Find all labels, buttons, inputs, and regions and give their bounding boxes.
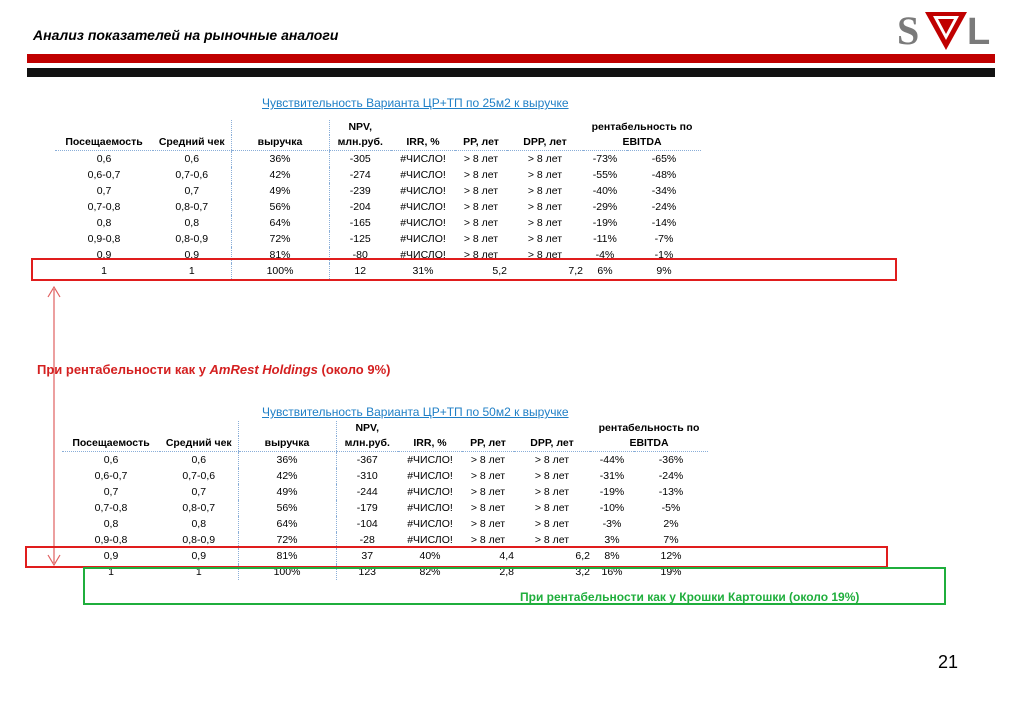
cell-attendance: 0,9: [103, 550, 119, 562]
cell-dpp: > 8 лет: [527, 169, 563, 181]
cell-avg-check: 0,6: [184, 153, 200, 165]
table-row: [55, 231, 701, 247]
cell-ebitda-a: -31%: [599, 470, 625, 482]
cell-ebitda-b: -24%: [658, 470, 684, 482]
header-npv-bottom: млн.руб.: [329, 135, 391, 151]
cell-ebitda-b: -1%: [654, 249, 674, 261]
header-irr: IRR, %: [398, 436, 462, 452]
header-npv-top: NPV,: [329, 120, 391, 135]
cell-dpp: > 8 лет: [534, 454, 570, 466]
table-row: [55, 215, 701, 231]
cell-ebitda-b: 9%: [656, 265, 672, 277]
cell-npv: -80: [329, 247, 391, 263]
header-attendance: Посещаемость: [55, 135, 153, 151]
header-npv-top: NPV,: [336, 421, 398, 436]
header-pp: PP, лет: [462, 436, 514, 452]
cell-pp: > 8 лет: [470, 502, 506, 514]
table-row: [62, 516, 708, 532]
cell-revenue: 49%: [238, 484, 336, 500]
cell-ebitda-a: -44%: [599, 454, 625, 466]
cell-ebitda-a: 6%: [597, 265, 613, 277]
cell-revenue: 42%: [238, 468, 336, 484]
cell-npv: 37: [336, 548, 398, 564]
double-arrow-icon: [44, 285, 64, 567]
cell-attendance: 0,9-0,8: [94, 534, 128, 546]
table-row: [55, 151, 701, 168]
cell-ebitda-b: -13%: [658, 486, 684, 498]
cell-pp: 5,2: [492, 265, 507, 277]
cell-attendance: 0,8: [96, 217, 112, 229]
cell-ebitda-b: -34%: [651, 185, 677, 197]
cell-npv: -204: [329, 199, 391, 215]
cell-ebitda-a: -19%: [599, 486, 625, 498]
table-row: [55, 183, 701, 199]
cell-dpp: 7,2: [568, 265, 583, 277]
header-ebitda-bottom: EBITDA: [583, 135, 701, 151]
cell-avg-check: 1: [195, 566, 202, 578]
cell-npv: -305: [329, 151, 391, 168]
cell-irr: #ЧИСЛО!: [400, 185, 446, 197]
cell-ebitda-b: -65%: [651, 153, 677, 165]
cell-pp: > 8 лет: [463, 201, 499, 213]
table1-title: Чувствительность Варианта ЦР+ТП по 25м2 к выручке: [262, 96, 569, 110]
cell-revenue: 72%: [231, 231, 329, 247]
cell-attendance: 0,7-0,8: [87, 201, 121, 213]
cell-irr: #ЧИСЛО!: [400, 249, 446, 261]
cell-ebitda-b: -5%: [661, 502, 681, 514]
cell-avg-check: 0,8: [184, 217, 200, 229]
cell-npv: -274: [329, 167, 391, 183]
header-avg-check: Средний чек: [153, 135, 231, 151]
cell-pp: > 8 лет: [463, 249, 499, 261]
cell-dpp: > 8 лет: [527, 249, 563, 261]
cell-npv: -28: [336, 532, 398, 548]
cell-ebitda-a: -4%: [595, 249, 615, 261]
cell-revenue: 81%: [238, 548, 336, 564]
cell-npv: -165: [329, 215, 391, 231]
cell-avg-check: 0,7: [191, 486, 207, 498]
cell-revenue: 64%: [238, 516, 336, 532]
cell-revenue: 100%: [231, 263, 329, 279]
cell-attendance: 1: [108, 566, 114, 578]
header-dpp: DPP, лет: [514, 436, 590, 452]
cell-pp: > 8 лет: [463, 217, 499, 229]
cell-npv: -179: [336, 500, 398, 516]
cell-npv: -125: [329, 231, 391, 247]
header-pp: PP, лет: [455, 135, 507, 151]
cell-ebitda-b: 2%: [663, 518, 679, 530]
cell-avg-check: 0,8-0,9: [175, 233, 209, 245]
cell-attendance: 1: [101, 265, 107, 277]
cell-npv: 12: [329, 263, 391, 279]
cell-dpp: > 8 лет: [527, 201, 563, 213]
cell-attendance: 0,6: [103, 454, 119, 466]
cell-attendance: 0,8: [103, 518, 119, 530]
table-row: [62, 452, 708, 469]
cell-ebitda-b: 19%: [660, 566, 682, 578]
cell-dpp: > 8 лет: [534, 534, 570, 546]
cell-attendance: 0,7: [96, 185, 112, 197]
highlight-row-ebitda-9: [31, 258, 897, 281]
table-row: [62, 500, 708, 516]
table-row: [62, 468, 708, 484]
header-attendance: Посещаемость: [62, 436, 160, 452]
cell-revenue: 81%: [231, 247, 329, 263]
cell-irr: #ЧИСЛО!: [407, 454, 453, 466]
cell-irr: 40%: [419, 550, 441, 562]
note-amrest: При рентабельности как у AmRest Holdings (около 9%): [37, 362, 391, 377]
cell-pp: > 8 лет: [463, 233, 499, 245]
cell-attendance: 0,6-0,7: [94, 470, 128, 482]
cell-irr: #ЧИСЛО!: [407, 470, 453, 482]
cell-revenue: 56%: [238, 500, 336, 516]
cell-pp: > 8 лет: [470, 486, 506, 498]
cell-ebitda-a: -10%: [599, 502, 625, 514]
cell-npv: -239: [329, 183, 391, 199]
cell-revenue: 36%: [238, 452, 336, 469]
header-npv-bottom: млн.руб.: [336, 436, 398, 452]
cell-attendance: 0,9-0,8: [87, 233, 121, 245]
cell-irr: 31%: [412, 265, 434, 277]
cell-dpp: > 8 лет: [534, 486, 570, 498]
cell-ebitda-b: -36%: [658, 454, 684, 466]
cell-dpp: > 8 лет: [534, 518, 570, 530]
cell-npv: 123: [336, 564, 398, 580]
header-revenue: выручка: [231, 135, 329, 151]
cell-npv: -367: [336, 452, 398, 469]
header-ebitda-top: рентабельность по: [591, 121, 693, 133]
cell-dpp: > 8 лет: [527, 233, 563, 245]
slide-title: Анализ показателей на рыночные аналоги: [33, 27, 339, 43]
header-black-bar: [27, 68, 995, 77]
cell-pp: > 8 лет: [470, 470, 506, 482]
cell-ebitda-b: -14%: [651, 217, 677, 229]
cell-avg-check: 0,7: [184, 185, 200, 197]
cell-attendance: 0,7-0,8: [94, 502, 128, 514]
cell-ebitda-b: 12%: [660, 550, 682, 562]
cell-ebitda-a: -19%: [592, 217, 618, 229]
cell-pp: > 8 лет: [463, 169, 499, 181]
cell-irr: #ЧИСЛО!: [400, 153, 446, 165]
cell-ebitda-a: -11%: [593, 233, 617, 245]
cell-ebitda-b: -48%: [651, 169, 677, 181]
cell-dpp: 3,2: [575, 566, 590, 578]
cell-revenue: 56%: [231, 199, 329, 215]
cell-avg-check: 0,8-0,7: [182, 502, 216, 514]
cell-irr: #ЧИСЛО!: [407, 486, 453, 498]
cell-dpp: > 8 лет: [534, 470, 570, 482]
cell-revenue: 36%: [231, 151, 329, 168]
cell-pp: > 8 лет: [470, 518, 506, 530]
cell-irr: #ЧИСЛО!: [400, 169, 446, 181]
cell-avg-check: 0,8: [191, 518, 207, 530]
cell-npv: -244: [336, 484, 398, 500]
cell-pp: 2,8: [499, 566, 514, 578]
cell-pp: 4,4: [499, 550, 514, 562]
cell-irr: #ЧИСЛО!: [400, 233, 446, 245]
cell-ebitda-a: -3%: [602, 518, 622, 530]
header-ebitda-bottom: EBITDA: [590, 436, 708, 452]
header-dpp: DPP, лет: [507, 135, 583, 151]
cell-attendance: 0,7: [103, 486, 119, 498]
cell-ebitda-b: 7%: [663, 534, 679, 546]
cell-ebitda-b: -7%: [654, 233, 674, 245]
cell-pp: > 8 лет: [470, 534, 506, 546]
table-row: [55, 167, 701, 183]
svg-text:L: L: [967, 11, 991, 52]
cell-ebitda-a: -73%: [592, 153, 618, 165]
cell-pp: > 8 лет: [463, 185, 499, 197]
note-kroshka-kartoshka: При рентабельности как у Крошки Картошки (около 19%): [520, 590, 860, 604]
svg-text:S: S: [897, 8, 920, 52]
cell-avg-check: 0,7-0,6: [182, 470, 216, 482]
table-row: [62, 484, 708, 500]
header-revenue: выручка: [238, 436, 336, 452]
cell-revenue: 100%: [238, 564, 336, 580]
cell-irr: #ЧИСЛО!: [400, 217, 446, 229]
cell-ebitda-a: -40%: [592, 185, 618, 197]
cell-npv: -310: [336, 468, 398, 484]
cell-attendance: 0,6: [96, 153, 112, 165]
cell-ebitda-a: -55%: [592, 169, 618, 181]
cell-irr: #ЧИСЛО!: [407, 518, 453, 530]
cell-irr: #ЧИСЛО!: [407, 534, 453, 546]
table-row: [55, 199, 701, 215]
page-number: 21: [938, 652, 959, 672]
cell-pp: > 8 лет: [470, 454, 506, 466]
table2-title: Чувствительность Варианта ЦР+ТП по 50м2 к выручке: [262, 405, 569, 419]
cell-revenue: 72%: [238, 532, 336, 548]
cell-dpp: 6,2: [575, 550, 590, 562]
cell-pp: > 8 лет: [463, 153, 499, 165]
cell-avg-check: 0,9: [191, 550, 207, 562]
cell-avg-check: 0,8-0,7: [175, 201, 209, 213]
cell-npv: -104: [336, 516, 398, 532]
cell-avg-check: 0,8-0,9: [182, 534, 216, 546]
cell-attendance: 0,6-0,7: [87, 169, 121, 181]
cell-revenue: 42%: [231, 167, 329, 183]
cell-avg-check: 1: [188, 265, 195, 277]
cell-revenue: 64%: [231, 215, 329, 231]
cell-ebitda-a: 8%: [604, 550, 620, 562]
cell-ebitda-a: -29%: [592, 201, 618, 213]
cell-irr: #ЧИСЛО!: [407, 502, 453, 514]
cell-irr: #ЧИСЛО!: [400, 201, 446, 213]
header-ebitda-top: рентабельность по: [598, 422, 700, 434]
cell-attendance: 0,9: [96, 249, 112, 261]
sensitivity-table-25m2: [55, 120, 701, 279]
cell-revenue: 49%: [231, 183, 329, 199]
header-red-bar: [27, 54, 995, 63]
cell-avg-check: 0,9: [184, 249, 200, 261]
cell-dpp: > 8 лет: [527, 217, 563, 229]
header-irr: IRR, %: [391, 135, 455, 151]
cell-dpp: > 8 лет: [534, 502, 570, 514]
cell-dpp: > 8 лет: [527, 185, 563, 197]
highlight-row-ebitda-12: [25, 546, 888, 568]
cell-dpp: > 8 лет: [527, 153, 563, 165]
cell-ebitda-a: 3%: [604, 534, 620, 546]
cell-ebitda-b: -24%: [651, 201, 677, 213]
header-avg-check: Средний чек: [160, 436, 238, 452]
svl-logo: [895, 6, 995, 52]
cell-ebitda-a: 16%: [601, 566, 623, 578]
cell-avg-check: 0,6: [191, 454, 207, 466]
cell-irr: 82%: [419, 566, 441, 578]
cell-avg-check: 0,7-0,6: [175, 169, 209, 181]
amrest-company-name: AmRest Holdings: [209, 362, 318, 377]
